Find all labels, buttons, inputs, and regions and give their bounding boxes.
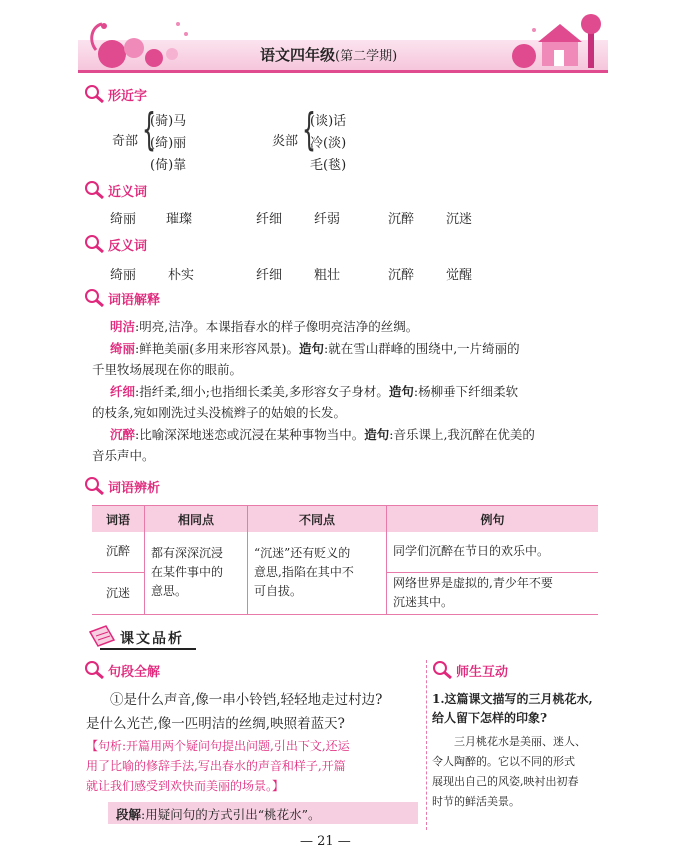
cell-line: 在某件事中的: [151, 565, 224, 580]
section-juduanquanjie: [84, 660, 160, 680]
section-title: 词语解释: [108, 292, 161, 308]
cell-line: 网络世界是虚拟的,青少年不要: [393, 576, 553, 590]
answer-line: 令人陶醉的。它以不同的形式: [432, 755, 575, 768]
duanjie-text: :用疑问句的方式引出“桃花水”。: [141, 807, 321, 822]
magnifier-icon: [84, 180, 106, 200]
kewenpinxi-title: 课文品析: [120, 631, 184, 647]
xingjinzi-root-1: 奇部: [112, 134, 139, 149]
jieshi-continuation: 千里牧场展现在你的眼前。: [92, 362, 243, 377]
xingjinzi-item: (绮)丽: [150, 136, 187, 151]
section-title: 反义词: [108, 238, 148, 254]
table-header-row: [92, 506, 598, 533]
word-item: 沉醉: [388, 268, 415, 283]
jieshi-entry-xianxi: [110, 381, 610, 402]
jieshi-text: :比喻深深地迷恋或沉浸在某种事物当中。: [135, 427, 365, 442]
magnifier-icon: [84, 84, 106, 104]
cell-line: 都有深深沉浸: [151, 546, 224, 561]
zaoju-label: 造句: [298, 341, 324, 356]
zaoju-label: 造句: [364, 427, 390, 442]
magnifier-icon: [84, 288, 106, 308]
column-header: 相同点: [145, 506, 248, 533]
title-underline: [100, 648, 196, 650]
brace-1: {: [142, 104, 156, 155]
jieshi-word: 绮丽: [110, 341, 136, 356]
hudong-answer: [432, 732, 610, 812]
section-ciyubianxi: [84, 476, 160, 496]
word-item: 沉迷: [446, 212, 473, 227]
column-header: 词语: [92, 506, 145, 533]
hudong-question: [432, 690, 593, 728]
duanjie-line: [116, 805, 321, 823]
column-header: 不同点: [248, 506, 387, 533]
magnifier-icon: [84, 660, 106, 680]
cell-line: 可自拔。: [254, 584, 303, 599]
answer-line: 三月桃花水是美丽、迷人、: [454, 735, 586, 748]
jieshi-entry-chenzui: [110, 424, 610, 445]
word-item: 璀璨: [166, 212, 193, 227]
table-cell-word: 沉迷: [105, 585, 130, 600]
word-item: 沉醉: [388, 212, 415, 227]
word-item: 纤细: [256, 212, 283, 227]
section-shishenghudong: [432, 660, 508, 680]
xingjinzi-item: 毛(毯): [310, 158, 347, 173]
text-line: 是什么光芒,像一匹明洁的丝绸,映照着蓝天?: [86, 716, 345, 732]
zaoju-text: :音乐课上,我沉醉在优美的: [389, 427, 535, 442]
book-subtitle: (第二学期): [335, 49, 398, 64]
jieshi-entry-qili: [110, 338, 610, 359]
table-row: [92, 532, 598, 572]
page-title: [260, 44, 397, 65]
jieshi-word: 纤细: [110, 384, 136, 399]
jieshi-text: :指纤柔,细小;也指细长柔美,多形容女子身材。: [135, 384, 389, 399]
section-ciyujieshi: [84, 288, 160, 308]
word-item: 纤细: [256, 268, 283, 283]
zaoju-label: 造句: [388, 384, 414, 399]
header-house-decoration-icon: [508, 10, 608, 72]
jieshi-word: 明洁: [110, 319, 136, 334]
table-cell-diff: [248, 532, 387, 614]
jieshi-text: :鲜艳美丽(多用来形容风景)。: [135, 341, 299, 356]
cell-line: 意思,指陷在其中不: [254, 565, 354, 580]
column-divider: [426, 660, 427, 830]
answer-line: 展现出自己的风姿,映衬出初春: [432, 775, 579, 788]
juxi-line: 就让我们感受到欢快而美丽的场景。】: [86, 779, 285, 793]
table-cell-same: [145, 532, 248, 614]
brace-2: {: [302, 104, 316, 155]
section-title: 师生互动: [456, 664, 509, 680]
jieshi-continuation: 的枝条,宛如刚洗过头没梳辫子的姑娘的长发。: [92, 405, 346, 420]
jieshi-text: :明亮,洁净。本课指春水的样子像明亮洁净的丝绸。: [135, 319, 419, 334]
bianxi-table: [92, 505, 598, 615]
book-title: 语文四年级: [260, 46, 336, 64]
section-jinyici: [84, 180, 147, 200]
section-fanyici: [84, 234, 147, 254]
answer-line: 时节的鲜活美景。: [432, 795, 520, 808]
magnifier-icon: [432, 660, 454, 680]
jieshi-word: 沉醉: [110, 427, 136, 442]
notebook-pen-icon: [86, 622, 118, 648]
word-item: 绮丽: [110, 212, 137, 227]
question-line: 给人留下怎样的印象?: [432, 711, 548, 725]
question-line: 1.这篇课文描写的三月桃花水,: [432, 692, 593, 706]
magnifier-icon: [84, 476, 106, 496]
juxi-line: 用了比喻的修辞手法,写出春水的声音和样子,开篇: [86, 759, 346, 773]
cell-line: “沉迷”还有贬义的: [254, 546, 351, 561]
xingjinzi-root-2: 炎部: [272, 134, 299, 149]
word-item: 绮丽: [110, 268, 137, 283]
jieshi-entry-mingjie: [110, 316, 610, 337]
zaoju-text: :就在雪山群峰的围绕中,一片绮丽的: [324, 341, 520, 356]
section-title: 词语辨析: [108, 480, 161, 496]
word-item: 纤弱: [314, 212, 341, 227]
page-number: — 21 —: [300, 834, 351, 849]
section-title: 句段全解: [108, 664, 161, 680]
word-item: 觉醒: [446, 268, 473, 283]
juxi-block: [86, 736, 350, 796]
header-flower-decoration-icon: [82, 14, 202, 72]
word-item: 朴实: [168, 268, 195, 283]
section-title: 形近字: [108, 88, 148, 104]
column-header: 例句: [387, 506, 599, 533]
cell-line: 沉迷其中。: [393, 595, 454, 609]
jieshi-continuation: 音乐声中。: [92, 448, 155, 463]
xingjinzi-item: 冷(淡): [310, 136, 347, 151]
table-cell-word: 沉醉: [92, 532, 145, 572]
word-item: 粗壮: [314, 268, 341, 283]
juxi-line: 【句析:开篇用两个疑问句提出问题,引出下文,还运: [86, 739, 350, 753]
magnifier-icon: [84, 234, 106, 254]
duanjie-label: 段解: [116, 807, 142, 822]
table-cell-example: [387, 572, 599, 614]
xingjinzi-item: (骑)马: [150, 114, 187, 129]
cell-line: 意思。: [151, 584, 188, 599]
table-cell-example: 同学们沉醉在节日的欢乐中。: [387, 532, 599, 572]
xingjinzi-item: (谈)话: [310, 114, 347, 129]
section-xingjinzi: [84, 84, 147, 104]
text-line: ①是什么声音,像一串小铃铛,轻轻地走过村边?: [110, 692, 383, 708]
section-title: 近义词: [108, 184, 148, 200]
xingjinzi-item: (倚)靠: [150, 158, 187, 173]
zaoju-text: :杨柳垂下纤细柔软: [413, 384, 519, 399]
